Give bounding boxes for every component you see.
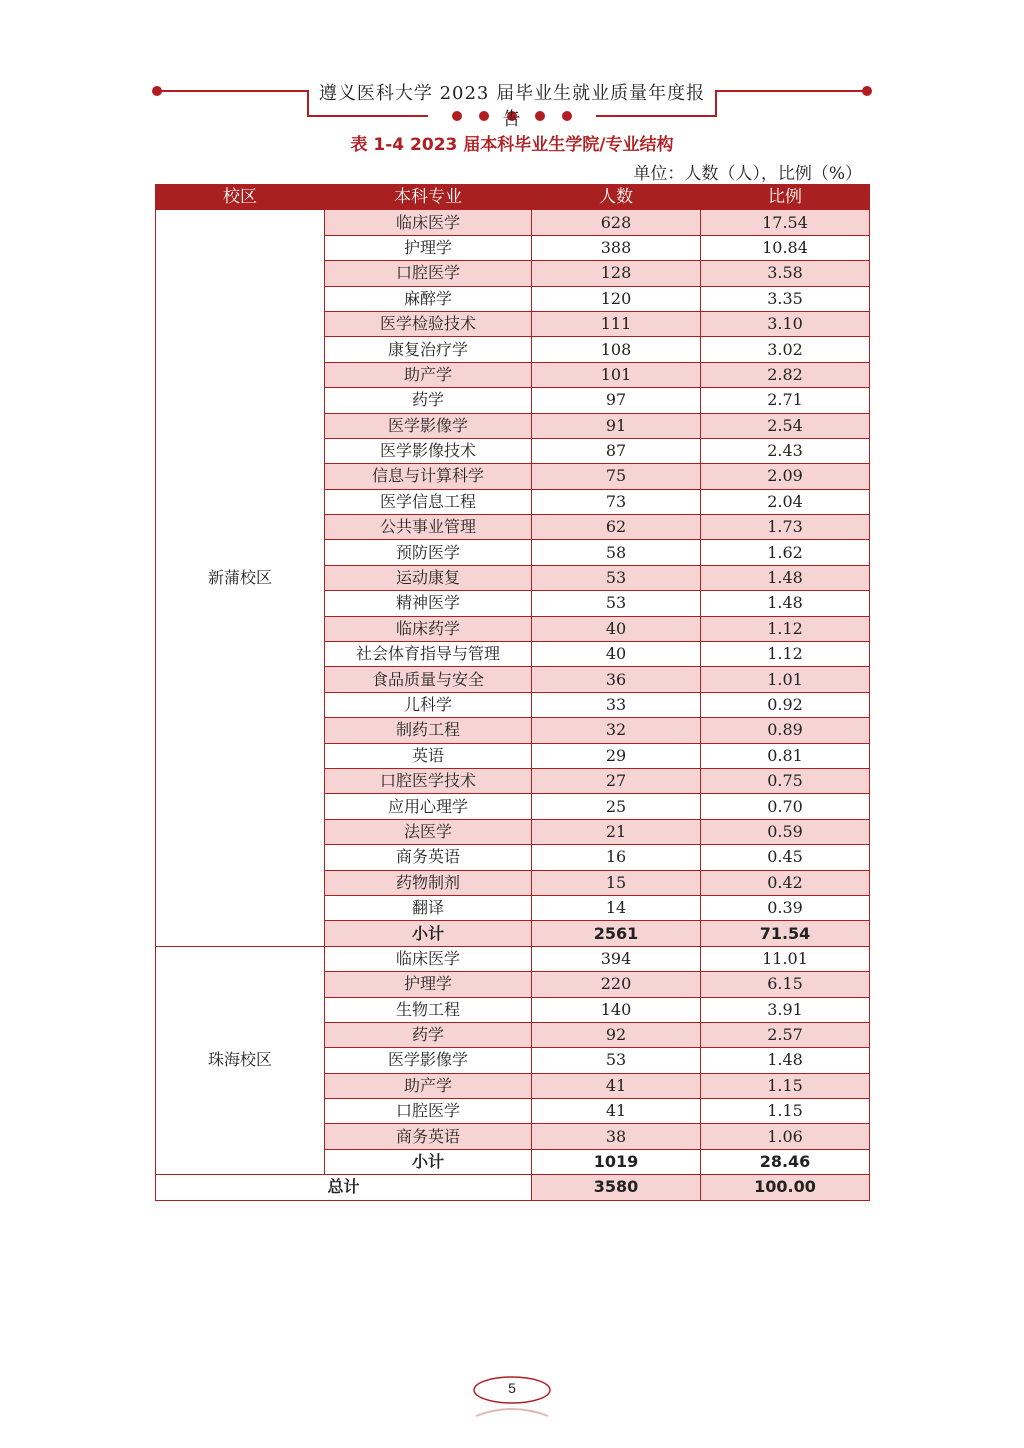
- campus-cell: 珠海校区: [156, 946, 325, 1175]
- table-body: [156, 210, 870, 1200]
- major-cell: 应用心理学: [325, 794, 532, 819]
- count-cell: 25: [532, 794, 701, 819]
- ratio-cell: 11.01: [701, 946, 870, 971]
- subtotal-ratio: 28.46: [701, 1149, 870, 1174]
- major-cell: 麻醉学: [325, 286, 532, 311]
- count-cell: 41: [532, 1073, 701, 1098]
- ratio-cell: 1.48: [701, 591, 870, 616]
- count-cell: 62: [532, 515, 701, 540]
- count-cell: 220: [532, 972, 701, 997]
- ratio-cell: 1.12: [701, 616, 870, 641]
- count-cell: 21: [532, 819, 701, 844]
- major-cell: 助产学: [325, 1073, 532, 1098]
- major-cell: 预防医学: [325, 540, 532, 565]
- count-cell: 388: [532, 235, 701, 260]
- major-cell: 商务英语: [325, 1124, 532, 1149]
- count-cell: 38: [532, 1124, 701, 1149]
- major-cell: 临床医学: [325, 946, 532, 971]
- major-cell: 商务英语: [325, 845, 532, 870]
- count-cell: 111: [532, 311, 701, 336]
- table-title: 表 1-4 2023 届本科毕业生学院/专业结构: [350, 135, 674, 155]
- major-cell: 精神医学: [325, 591, 532, 616]
- unit-note: 单位：人数（人），比例（%）: [633, 164, 862, 184]
- major-cell: 助产学: [325, 362, 532, 387]
- page-header: [0, 0, 1024, 130]
- ratio-cell: 0.75: [701, 768, 870, 793]
- major-cell: 药物制剂: [325, 870, 532, 895]
- table-row: [156, 210, 870, 235]
- major-cell: 医学检验技术: [325, 311, 532, 336]
- total-ratio: 100.00: [701, 1175, 870, 1200]
- major-cell: 口腔医学: [325, 1099, 532, 1124]
- count-cell: 91: [532, 413, 701, 438]
- total-row: [156, 1175, 870, 1200]
- ratio-cell: 1.01: [701, 667, 870, 692]
- ratio-cell: 3.10: [701, 311, 870, 336]
- major-cell: 社会体育指导与管理: [325, 642, 532, 667]
- count-cell: 394: [532, 946, 701, 971]
- count-cell: 40: [532, 616, 701, 641]
- ratio-cell: 1.12: [701, 642, 870, 667]
- ratio-cell: 2.54: [701, 413, 870, 438]
- campus-cell: 新蒲校区: [156, 210, 325, 946]
- ratio-cell: 2.09: [701, 464, 870, 489]
- ratio-cell: 2.57: [701, 1022, 870, 1047]
- ratio-cell: 2.71: [701, 388, 870, 413]
- count-cell: 27: [532, 768, 701, 793]
- count-cell: 41: [532, 1099, 701, 1124]
- count-cell: 140: [532, 997, 701, 1022]
- count-cell: 53: [532, 1048, 701, 1073]
- count-cell: 29: [532, 743, 701, 768]
- column-header-major: 本科专业: [325, 185, 532, 210]
- major-cell: 信息与计算科学: [325, 464, 532, 489]
- ratio-cell: 0.70: [701, 794, 870, 819]
- major-cell: 口腔医学: [325, 261, 532, 286]
- ratio-cell: 2.82: [701, 362, 870, 387]
- ratio-cell: 3.35: [701, 286, 870, 311]
- subtotal-count: 1019: [532, 1149, 701, 1174]
- count-cell: 108: [532, 337, 701, 362]
- count-cell: 33: [532, 692, 701, 717]
- count-cell: 16: [532, 845, 701, 870]
- count-cell: 53: [532, 565, 701, 590]
- ratio-cell: 3.58: [701, 261, 870, 286]
- column-header-ratio: 比例: [701, 185, 870, 210]
- column-header-count: 人数: [532, 185, 701, 210]
- ratio-cell: 2.04: [701, 489, 870, 514]
- ratio-cell: 10.84: [701, 235, 870, 260]
- subtotal-label: 小计: [325, 921, 532, 946]
- major-cell: 儿科学: [325, 692, 532, 717]
- page-number-swoosh: [476, 1409, 548, 1416]
- count-cell: 73: [532, 489, 701, 514]
- ratio-cell: 0.92: [701, 692, 870, 717]
- count-cell: 101: [532, 362, 701, 387]
- major-cell: 临床医学: [325, 210, 532, 235]
- report-title: 遵义医科大学 2023 届毕业生就业质量年度报告: [318, 83, 706, 130]
- count-cell: 32: [532, 718, 701, 743]
- major-cell: 英语: [325, 743, 532, 768]
- major-cell: 法医学: [325, 819, 532, 844]
- ratio-cell: 1.06: [701, 1124, 870, 1149]
- page-footer: [470, 1372, 554, 1422]
- count-cell: 58: [532, 540, 701, 565]
- major-cell: 口腔医学技术: [325, 768, 532, 793]
- ratio-cell: 0.39: [701, 895, 870, 920]
- major-cell: 医学信息工程: [325, 489, 532, 514]
- ratio-cell: 0.59: [701, 819, 870, 844]
- major-cell: 药学: [325, 1022, 532, 1047]
- ratio-cell: 1.62: [701, 540, 870, 565]
- count-cell: 97: [532, 388, 701, 413]
- count-cell: 628: [532, 210, 701, 235]
- table-row: [156, 946, 870, 971]
- count-cell: 87: [532, 438, 701, 463]
- subtotal-label: 小计: [325, 1149, 532, 1174]
- count-cell: 36: [532, 667, 701, 692]
- major-cell: 运动康复: [325, 565, 532, 590]
- total-label: 总计: [156, 1175, 532, 1200]
- ratio-cell: 2.43: [701, 438, 870, 463]
- ratio-cell: 3.02: [701, 337, 870, 362]
- column-header-campus: 校区: [156, 185, 325, 210]
- major-cell: 公共事业管理: [325, 515, 532, 540]
- ratio-cell: 6.15: [701, 972, 870, 997]
- major-cell: 医学影像学: [325, 1048, 532, 1073]
- total-count: 3580: [532, 1175, 701, 1200]
- count-cell: 15: [532, 870, 701, 895]
- ratio-cell: 1.15: [701, 1073, 870, 1098]
- ratio-cell: 1.73: [701, 515, 870, 540]
- table-header-row: [156, 185, 870, 210]
- major-cell: 临床药学: [325, 616, 532, 641]
- subtotal-count: 2561: [532, 921, 701, 946]
- major-cell: 翻译: [325, 895, 532, 920]
- major-cell: 生物工程: [325, 997, 532, 1022]
- major-cell: 药学: [325, 388, 532, 413]
- count-cell: 120: [532, 286, 701, 311]
- major-cell: 食品质量与安全: [325, 667, 532, 692]
- major-cell: 护理学: [325, 972, 532, 997]
- subtotal-ratio: 71.54: [701, 921, 870, 946]
- ratio-cell: 0.89: [701, 718, 870, 743]
- major-cell: 护理学: [325, 235, 532, 260]
- header-dot-right: [862, 86, 872, 96]
- ratio-cell: 0.45: [701, 845, 870, 870]
- page-number: 5: [508, 1380, 516, 1396]
- ratio-cell: 1.48: [701, 1048, 870, 1073]
- ratio-cell: 1.48: [701, 565, 870, 590]
- count-cell: 14: [532, 895, 701, 920]
- count-cell: 53: [532, 591, 701, 616]
- ratio-cell: 0.81: [701, 743, 870, 768]
- ratio-cell: 3.91: [701, 997, 870, 1022]
- major-structure-table: [155, 184, 870, 1201]
- major-cell: 制药工程: [325, 718, 532, 743]
- ratio-cell: 17.54: [701, 210, 870, 235]
- count-cell: 92: [532, 1022, 701, 1047]
- major-cell: 医学影像学: [325, 413, 532, 438]
- major-cell: 康复治疗学: [325, 337, 532, 362]
- ratio-cell: 0.42: [701, 870, 870, 895]
- count-cell: 40: [532, 642, 701, 667]
- count-cell: 128: [532, 261, 701, 286]
- count-cell: 75: [532, 464, 701, 489]
- major-cell: 医学影像技术: [325, 438, 532, 463]
- ratio-cell: 1.15: [701, 1099, 870, 1124]
